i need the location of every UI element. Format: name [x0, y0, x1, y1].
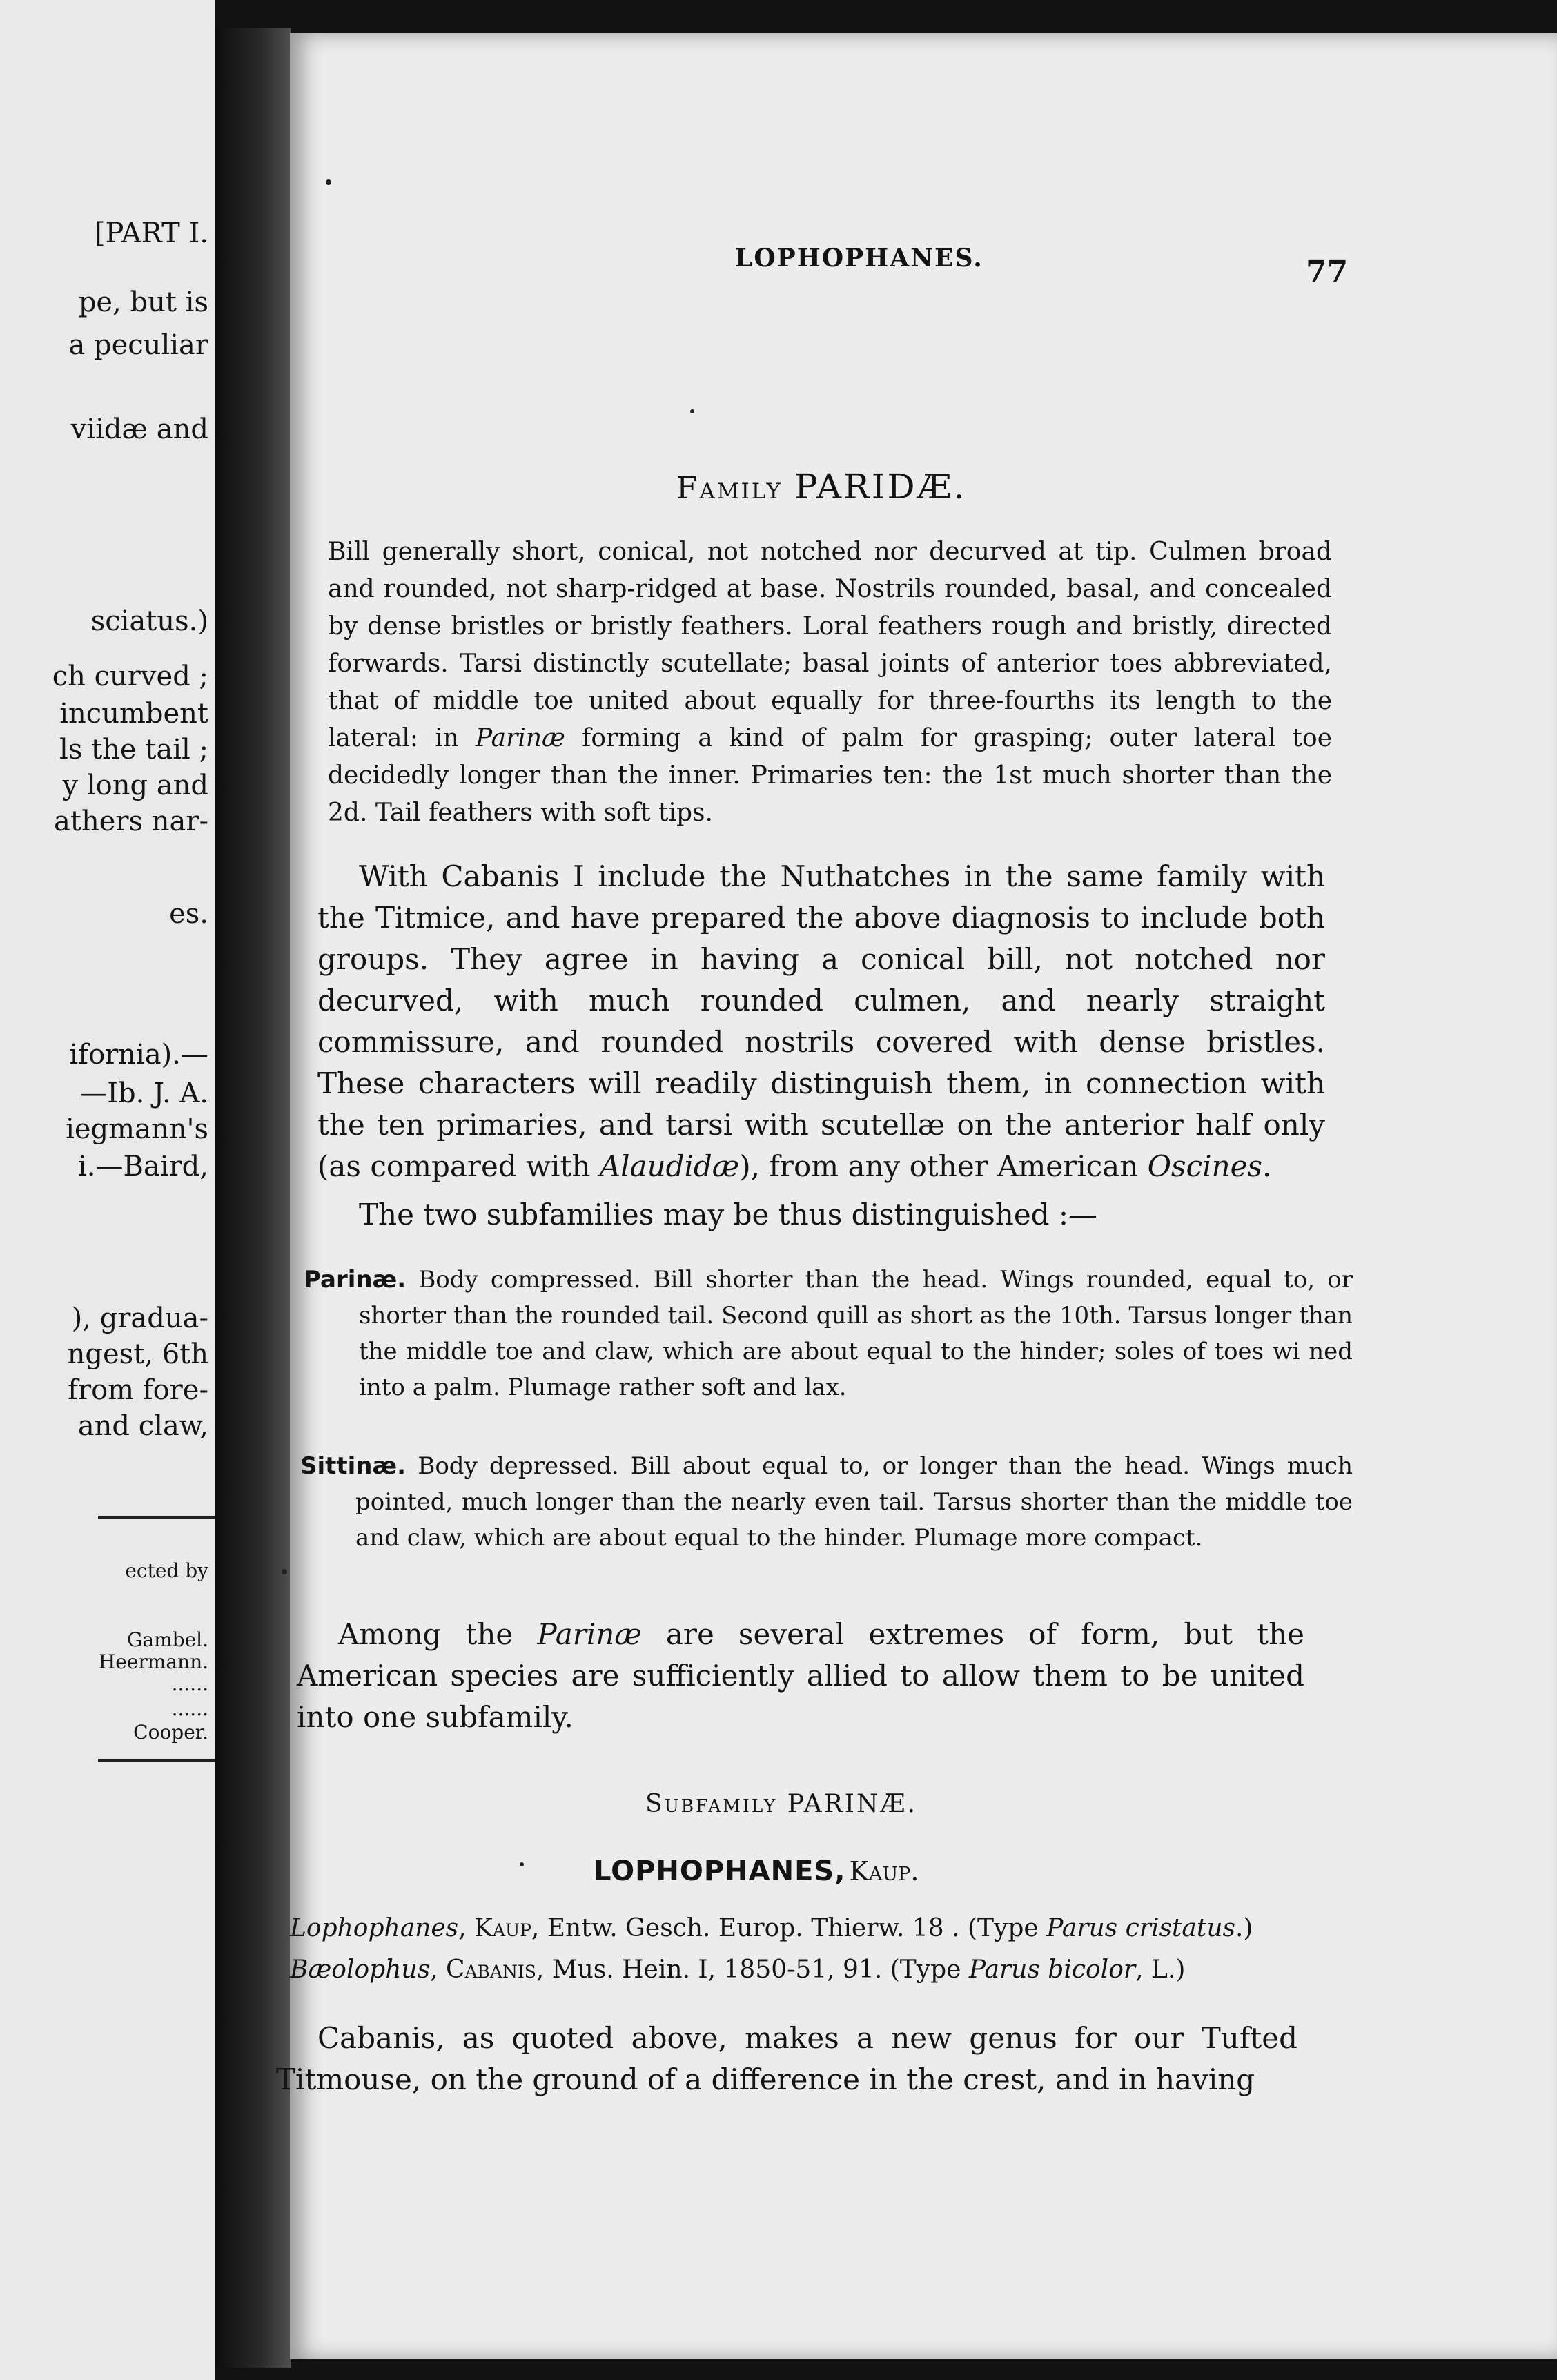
left-page-line: pe, but is — [78, 286, 208, 318]
left-page-line: athers nar- — [54, 806, 208, 837]
print-speck — [520, 1862, 524, 1866]
left-page-line: ls the tail ; — [59, 734, 208, 765]
page-number: 77 — [1306, 254, 1349, 289]
left-page-fragment — [0, 0, 215, 2380]
running-header: LOPHOPHANES. — [735, 244, 983, 273]
subfamily-title-word: Subfamily — [645, 1790, 778, 1818]
oscines-italic: Oscines — [1147, 1149, 1263, 1183]
synonymy-entry: Bæolophus, Cabanis, Mus. Hein. I, 1850-51, 91. (Type Parus bicolor, L.) — [290, 1955, 1186, 1984]
left-page-line: iegmann's — [66, 1113, 208, 1145]
left-page-small-line: ...... — [171, 1697, 208, 1720]
left-page-line: y long and — [62, 770, 208, 801]
type-species: Parus bicolor — [968, 1955, 1136, 1984]
subfamily-sittinae-name: Sittinæ. — [300, 1452, 407, 1480]
genus-name: LOPHOPHANES, — [594, 1855, 846, 1887]
page-77 — [276, 33, 1557, 2359]
subfamily-parinae-description: Parinæ. Body compressed. Bill shorter than the head. Wings rounded, equal to, or shorter than the rounded tail. Second quill as short as the 10th. Tarsus longer than the middle toe and claw, which are about equal to the hinder; soles of toes wi ned into a palm. Plumage rather soft and lax. — [304, 1266, 1353, 1401]
paragraph-parinae: Among the Parinæ are several extremes of form, but the American species are sufficiently allied to allow them to be united into one subfamily. — [297, 1617, 1304, 1734]
synonym-author: Kaup — [474, 1914, 531, 1942]
family-title-name: PARIDÆ. — [794, 467, 967, 507]
left-page-line: i.—Baird, — [78, 1151, 208, 1182]
family-title-word: Family — [676, 471, 783, 506]
left-page-rule — [98, 1759, 215, 1762]
paragraph-nuthatches: With Cabanis I include the Nuthatches in the same family with the Titmice, and have prepared the above diagnosis to include both groups. They agree in having a conical bill, not notched nor decurved, with much rounded culmen, and nearly straight commissure, and rounded nostrils covered with dense bristles. These characters will readily distinguish them, in connection with the ten primaries, and tarsi with scutellæ on the anterior half only (as compared with Alaudidæ), from any other American Oscines. — [317, 859, 1325, 1183]
left-page-line: es. — [169, 898, 208, 930]
left-page-line: [PART I. — [94, 217, 208, 249]
left-page-rule — [98, 1516, 215, 1519]
left-page-line: sciatus.) — [90, 605, 208, 637]
subfamily-parinae-name: Parinæ. — [304, 1266, 407, 1294]
subfamily-title — [645, 1790, 1128, 1818]
left-page-small-line: Heermann. — [98, 1650, 208, 1673]
left-page-small-line: Cooper. — [133, 1721, 208, 1744]
print-speck — [282, 1569, 287, 1574]
left-page-line: ), gradua- — [71, 1303, 208, 1334]
genus-title — [594, 1855, 1215, 1887]
left-page-small-line: ...... — [171, 1672, 208, 1695]
left-page-line: ngest, 6th — [67, 1338, 208, 1370]
left-page-line: ifornia).— — [69, 1039, 208, 1071]
synonym-genus: Lophophanes — [290, 1914, 459, 1942]
left-page-line: viidæ and — [70, 413, 208, 445]
synonymy-entry: Lophophanes, Kaup, Entw. Gesch. Europ. Thierw. 18 . (Type Parus cristatus.) — [290, 1914, 1253, 1942]
genus-author: Kaup. — [849, 1856, 919, 1886]
left-page-line: a peculiar — [68, 329, 208, 361]
book-gutter — [215, 28, 291, 2368]
synonym-genus: Bæolophus — [290, 1955, 431, 1984]
print-speck — [690, 409, 694, 413]
print-speck — [326, 179, 331, 185]
type-species: Parus cristatus — [1046, 1914, 1235, 1942]
subfamily-title-name: PARINÆ. — [787, 1790, 917, 1818]
left-page-line: from fore- — [68, 1374, 208, 1406]
synonym-author: Cabanis — [445, 1955, 536, 1984]
left-page-line: ch curved ; — [52, 661, 208, 692]
paragraph-cabanis: Cabanis, as quoted above, makes a new genus for our Tufted Titmouse, on the ground of a difference in the crest, and in having — [276, 2021, 1298, 2096]
family-title — [676, 467, 1159, 507]
left-page-line: incumbent — [59, 698, 208, 730]
subfamily-sittinae-description: Sittinæ. Body depressed. Bill about equal to, or longer than the head. Wings much pointed, much longer than the nearly even tail. Tarsus shorter than the middle toe and claw, which are about equal to the hinder. Plumage more compact. — [300, 1452, 1353, 1552]
left-page-line: —Ib. J. A. — [79, 1077, 208, 1109]
left-page-small-line: ected by — [125, 1559, 208, 1582]
parinae-italic: Parinæ — [537, 1617, 642, 1651]
alaudidae-italic: Alaudidæ — [599, 1149, 740, 1183]
family-diagnosis: Bill generally short, conical, not notched nor decurved at tip. Culmen broad and rounded, not sharp-ridged at base. Nostrils rounded, basal, and concealed by dense bristles or bristly feathers. Loral feathers rough and bristly, directed forwards. Tarsi distinctly scutellate; basal joints of anterior toes abbreviated, that of middle toe united about equally for three-fourths its length to the lateral: in Parinæ forming a kind of palm for grasping; outer lateral toe decidedly longer than the inner. Primaries ten: the 1st much shorter than the 2d. Tail feathers with soft tips. — [328, 538, 1332, 827]
paragraph-subfamilies-intro: The two subfamilies may be thus distinguished :— — [359, 1198, 1098, 1231]
family-diagnosis-italic: Parinæ — [476, 724, 565, 752]
left-page-line: and claw, — [77, 1410, 208, 1442]
left-page-small-line: Gambel. — [127, 1628, 208, 1651]
